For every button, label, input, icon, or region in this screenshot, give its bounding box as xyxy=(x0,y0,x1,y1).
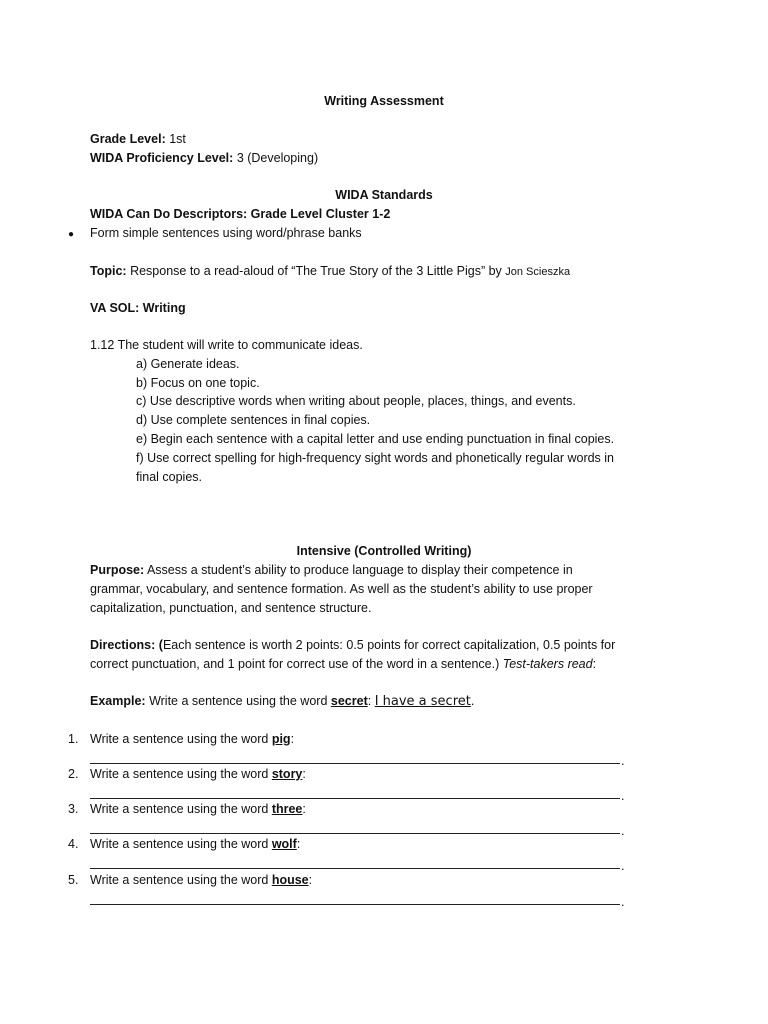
example-period: . xyxy=(470,694,475,708)
answer-line[interactable] xyxy=(90,904,620,905)
wida-descriptors-heading: WIDA Can Do Descriptors: Grade Level Cluster 1-2 xyxy=(90,207,391,221)
grade-level-label: Grade Level: xyxy=(90,132,166,146)
sol-item: d) Use complete sentences in final copies. xyxy=(136,413,371,427)
directions-end: : xyxy=(592,657,597,671)
topic-author: Jon Scieszka xyxy=(505,266,571,278)
answer-line[interactable] xyxy=(90,798,620,799)
sol-item: c) Use descriptive words when writing about people, places, things, and events. xyxy=(136,394,576,408)
question-number: 1. xyxy=(68,732,79,746)
question xyxy=(68,800,306,819)
wida-standards-heading: WIDA Standards xyxy=(335,188,433,202)
question-prompt: Write a sentence using the word xyxy=(90,837,272,851)
document-title: Writing Assessment xyxy=(324,94,444,108)
purpose-line: grammar, vocabulary, and sentence formation. As well as the student’s ability to use proper xyxy=(90,582,593,596)
wida-proficiency-value: 3 (Developing) xyxy=(236,151,319,165)
question xyxy=(68,835,300,854)
topic-text: Response to a read-aloud of “The True Story of the 3 Little Pigs” by xyxy=(130,264,506,278)
question-number: 2. xyxy=(68,767,79,781)
question-colon: : xyxy=(302,767,306,781)
answer-line-end: . xyxy=(621,789,625,803)
sol-item: f) Use correct spelling for high-frequency sight words and phonetically regular words in xyxy=(136,451,615,465)
question-word: three xyxy=(271,802,303,816)
example-label: Example: xyxy=(90,694,146,708)
question-prompt: Write a sentence using the word xyxy=(90,873,272,887)
example-colon: : xyxy=(367,694,375,708)
directions-text: correct punctuation, and 1 point for correct use of the word in a sentence.) xyxy=(90,657,503,671)
sol-item: e) Begin each sentence with a capital letter and use ending punctuation in final copies. xyxy=(136,432,615,446)
directions-label: Directions: ( xyxy=(90,638,163,652)
purpose-line: capitalization, punctuation, and sentence structure. xyxy=(90,601,372,615)
answer-line-end: . xyxy=(621,859,625,873)
bullet-item xyxy=(68,224,362,244)
question xyxy=(68,871,312,890)
purpose-label: Purpose: xyxy=(90,563,145,577)
answer-line[interactable] xyxy=(90,833,620,834)
intensive-heading: Intensive (Controlled Writing) xyxy=(296,544,472,558)
question-number: 5. xyxy=(68,873,79,887)
answer-line-end: . xyxy=(621,895,625,909)
bullet-text: Form simple sentences using word/phrase banks xyxy=(90,226,362,240)
bullet-icon: ● xyxy=(68,229,75,240)
va-sol-heading: VA SOL: Writing xyxy=(90,301,186,315)
sol-item: a) Generate ideas. xyxy=(136,357,240,371)
question-word: pig xyxy=(271,732,291,746)
question xyxy=(68,765,306,784)
question-colon: : xyxy=(296,837,301,851)
wida-proficiency-label: WIDA Proficiency Level: xyxy=(90,151,234,165)
directions-line xyxy=(90,636,615,655)
example-prompt: Write a sentence using the word xyxy=(145,694,331,708)
sol-item: b) Focus on one topic. xyxy=(136,376,260,390)
directions-italic: Test-takers read xyxy=(502,657,593,671)
question-number: 3. xyxy=(68,802,79,816)
directions-text: Each sentence is worth 2 points: 0.5 points for correct capitalization, 0.5 points for xyxy=(162,638,616,652)
question-colon: : xyxy=(308,873,313,887)
answer-line[interactable] xyxy=(90,763,620,764)
question-prompt: Write a sentence using the word xyxy=(90,732,272,746)
directions-line xyxy=(90,655,596,674)
example-answer: I have a secret xyxy=(374,694,471,709)
question xyxy=(68,730,294,749)
question-prompt: Write a sentence using the word xyxy=(90,802,272,816)
question-word: house xyxy=(271,873,309,887)
question-word: story xyxy=(271,767,303,781)
question-colon: : xyxy=(302,802,306,816)
question-word: wolf xyxy=(271,837,297,851)
topic xyxy=(90,262,570,282)
purpose-line xyxy=(90,561,573,580)
example xyxy=(90,692,474,711)
wida-proficiency xyxy=(90,149,318,168)
grade-level xyxy=(90,130,186,149)
sol-intro: 1.12 The student will write to communicate ideas. xyxy=(90,338,363,352)
question-number: 4. xyxy=(68,837,79,851)
answer-line-end: . xyxy=(621,754,625,768)
question-prompt: Write a sentence using the word xyxy=(90,767,272,781)
topic-label: Topic: xyxy=(90,264,127,278)
sol-item: final copies. xyxy=(136,470,203,484)
purpose-text: Assess a student’s ability to produce language to display their competence in xyxy=(144,563,573,577)
answer-line-end: . xyxy=(621,824,625,838)
question-colon: : xyxy=(290,732,295,746)
grade-level-value: 1st xyxy=(169,132,186,146)
answer-line[interactable] xyxy=(90,868,620,869)
example-word: secret xyxy=(330,694,368,708)
